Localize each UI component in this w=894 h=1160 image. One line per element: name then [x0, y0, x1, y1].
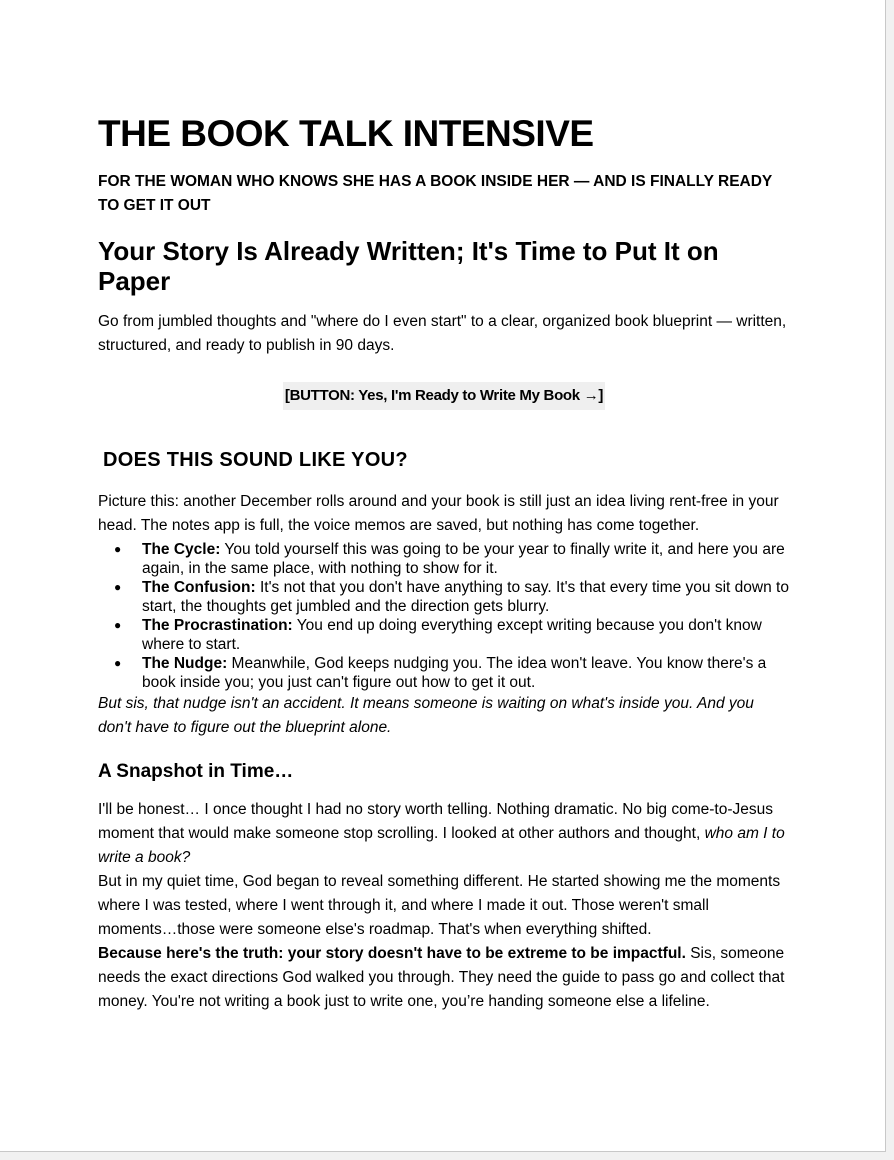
cta-container	[98, 382, 790, 410]
headline: Your Story Is Already Written; It's Time to Put It on Paper	[98, 236, 719, 296]
list-item	[98, 654, 790, 692]
bullet-icon: ●	[114, 656, 122, 670]
bullet-icon: ●	[114, 618, 122, 632]
list-item-label: The Cycle:	[142, 541, 221, 558]
list-item-text: It's not that you don't have anything to say. It's that every time you sit down to start, the thoughts get jumbled and the direction gets blurry.	[142, 579, 789, 615]
story-paragraph-1	[98, 798, 790, 870]
bullet-icon: ●	[114, 542, 122, 556]
page-content	[98, 112, 790, 1014]
list-item-label: The Procrastination:	[142, 617, 293, 634]
story-paragraph-3-bold: Because here's the truth: your story doesn't have to be extreme to be impactful.	[98, 945, 686, 962]
story-paragraph-3	[98, 942, 790, 1014]
story-paragraph-1-text: I'll be honest… I once thought I had no story worth telling. Nothing dramatic. No big come-to-Jesus moment that would make someone stop scrolling. I looked at other authors and thought,	[98, 801, 773, 842]
list-item-text: You end up doing everything except writing because you don't know where to start.	[142, 617, 762, 653]
list-item	[98, 578, 790, 616]
list-item-text: You told yourself this was going to be your year to finally write it, and here you are again, in the same place, with nothing to show for it.	[142, 541, 785, 577]
pain-points-list	[98, 540, 790, 692]
story-paragraph-1-italic: who am I to write a book?	[98, 825, 785, 866]
lead-paragraph: Go from jumbled thoughts and "where do I even start" to a clear, organized book blueprint — written, structured, and ready to publish in 90 days.	[98, 313, 787, 354]
cta-button[interactable]: [BUTTON: Yes, I'm Ready to Write My Book →]	[283, 382, 605, 410]
section-closing-paragraph: But sis, that nudge isn't an accident. It means someone is waiting on what's inside you. And you don't have to figure out the blueprint alone.	[98, 695, 754, 736]
list-item	[98, 540, 790, 578]
list-item-label: The Nudge:	[142, 655, 228, 672]
section-heading-snapshot: A Snapshot in Time…	[98, 761, 294, 782]
bullet-icon: ●	[114, 580, 122, 594]
story-paragraph-3-text: Sis, someone needs the exact directions God walked you through. They need the guide to pass go and collect that money. You're not writing a book just to write one, you’re handing someone else a lifeline.	[98, 945, 785, 1010]
page-title: THE BOOK TALK INTENSIVE	[98, 113, 594, 154]
list-item-label: The Confusion:	[142, 579, 256, 596]
subheadline: FOR THE WOMAN WHO KNOWS SHE HAS A BOOK INSIDE HER — AND IS FINALLY READY TO GET IT OUT	[98, 173, 772, 214]
list-item-text: Meanwhile, God keeps nudging you. The idea won't leave. You know there's a book inside you; you just can't figure out how to get it out.	[142, 655, 767, 691]
list-item	[98, 616, 790, 654]
story-paragraph-2: But in my quiet time, God began to reveal something different. He started showing me the moments where I was tested, where I went through it, and where I made it out. Those weren't small moments…those were someone else's roadmap. That's when everything shifted.	[98, 873, 781, 938]
section-heading-sound-like-you: DOES THIS SOUND LIKE YOU?	[103, 449, 408, 471]
section-intro-paragraph: Picture this: another December rolls around and your book is still just an idea living rent-free in your head. The notes app is full, the voice memos are saved, but nothing has come together.	[98, 493, 779, 534]
